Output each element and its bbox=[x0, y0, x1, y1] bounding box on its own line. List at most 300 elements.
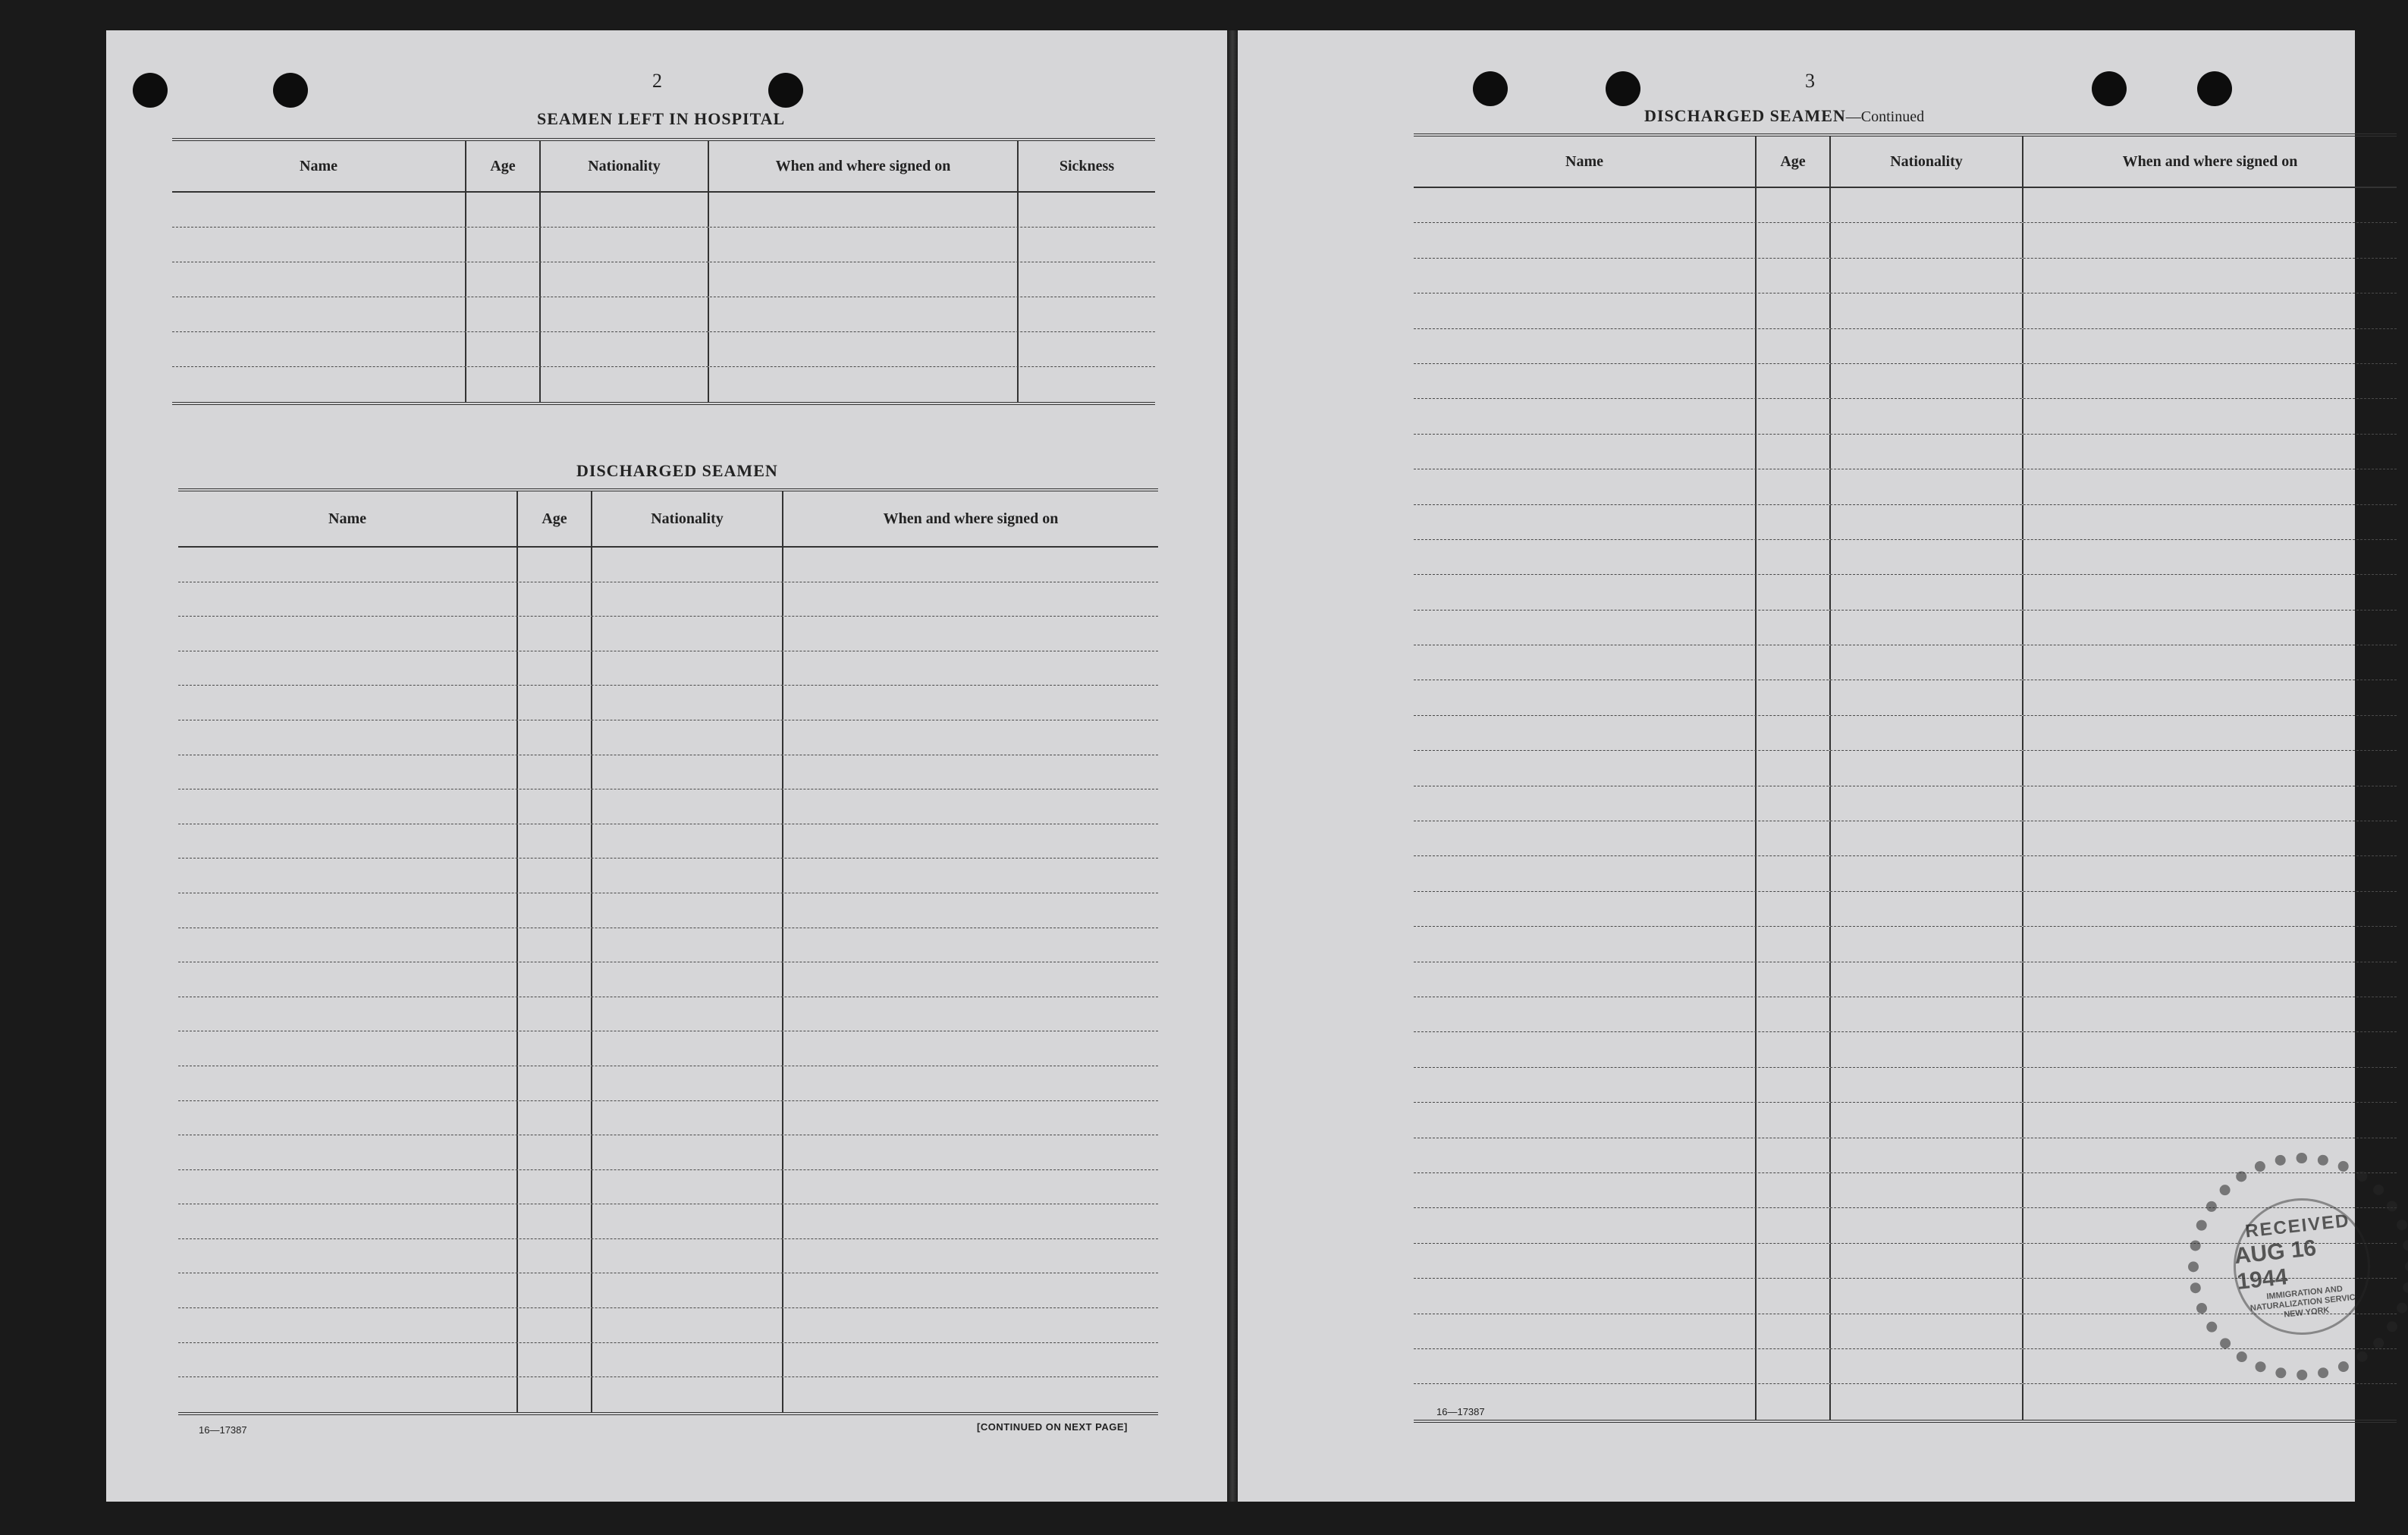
table-cell bbox=[1757, 1138, 1831, 1172]
column-header-signed-on: When and where signed on bbox=[883, 510, 1059, 527]
table-cell bbox=[178, 859, 518, 893]
table-cell bbox=[1414, 1279, 1757, 1313]
table-cell bbox=[1831, 1244, 2023, 1278]
table-cell bbox=[783, 582, 1158, 617]
table-cell bbox=[1757, 364, 1831, 398]
table-cell bbox=[1414, 469, 1757, 504]
table-cell bbox=[2023, 927, 2397, 961]
table-cell bbox=[783, 548, 1158, 582]
stamp-date: AUG 16 1944 bbox=[2233, 1235, 2318, 1295]
table-cell bbox=[1757, 575, 1831, 609]
table-row bbox=[1414, 751, 2397, 786]
table-cell bbox=[178, 962, 518, 997]
table-cell bbox=[1757, 1314, 1831, 1348]
table-row bbox=[1414, 505, 2397, 540]
table-cell bbox=[1831, 259, 2023, 293]
table-row bbox=[1414, 1384, 2397, 1419]
discharged-table bbox=[178, 488, 1158, 1415]
table-cell bbox=[1831, 364, 2023, 398]
column-header-name: Name bbox=[1414, 137, 1757, 187]
table-cell bbox=[783, 1273, 1158, 1307]
table-cell bbox=[1757, 962, 1831, 997]
table-cell bbox=[1757, 751, 1831, 785]
hospital-table-header bbox=[172, 141, 1155, 193]
table-cell bbox=[1757, 716, 1831, 750]
table-cell bbox=[2023, 435, 2397, 469]
punch-hole bbox=[768, 73, 803, 108]
table-cell bbox=[178, 582, 518, 617]
table-row bbox=[178, 1308, 1158, 1343]
table-cell bbox=[592, 582, 783, 617]
table-cell bbox=[1757, 892, 1831, 926]
table-cell bbox=[518, 859, 592, 893]
table-cell bbox=[1757, 540, 1831, 574]
table-row bbox=[178, 720, 1158, 755]
discharged-continued-title bbox=[1644, 106, 1924, 126]
table-row bbox=[178, 1101, 1158, 1136]
table-cell bbox=[1831, 751, 2023, 785]
table-cell bbox=[2023, 856, 2397, 890]
table-cell bbox=[518, 928, 592, 962]
table-cell bbox=[2023, 751, 2397, 785]
table-cell bbox=[1757, 399, 1831, 433]
table-row bbox=[1414, 927, 2397, 962]
table-cell bbox=[783, 962, 1158, 997]
table-cell bbox=[1757, 1208, 1831, 1242]
table-cell bbox=[1414, 399, 1757, 433]
table-cell bbox=[1757, 1068, 1831, 1102]
table-cell bbox=[2023, 575, 2397, 609]
table-cell bbox=[783, 1204, 1158, 1238]
table-cell bbox=[783, 1031, 1158, 1066]
table-cell bbox=[1831, 716, 2023, 750]
table-row bbox=[178, 582, 1158, 617]
punch-hole bbox=[2092, 71, 2127, 106]
table-cell bbox=[1757, 680, 1831, 714]
hospital-table bbox=[172, 138, 1155, 405]
page-number: 3 bbox=[1805, 70, 1815, 92]
table-row bbox=[1414, 1103, 2397, 1138]
table-cell bbox=[1414, 1244, 1757, 1278]
table-row bbox=[1414, 575, 2397, 610]
table-cell bbox=[1414, 259, 1757, 293]
table-cell bbox=[1414, 294, 1757, 328]
table-row bbox=[172, 367, 1155, 402]
table-cell bbox=[1757, 1349, 1831, 1383]
table-cell bbox=[2023, 294, 2397, 328]
table-cell bbox=[2023, 188, 2397, 222]
table-cell bbox=[1414, 821, 1757, 855]
column-header-sickness: Sickness bbox=[1059, 157, 1115, 174]
table-row bbox=[178, 962, 1158, 997]
table-row bbox=[1414, 892, 2397, 927]
table-cell bbox=[518, 651, 592, 686]
table-cell bbox=[1831, 856, 2023, 890]
table-cell bbox=[1831, 927, 2023, 961]
table-cell bbox=[1757, 821, 1831, 855]
table-cell bbox=[1414, 856, 1757, 890]
table-row bbox=[178, 824, 1158, 859]
table-cell bbox=[518, 617, 592, 651]
table-row bbox=[1414, 821, 2397, 856]
table-row bbox=[1414, 364, 2397, 399]
table-row bbox=[1414, 786, 2397, 821]
table-cell bbox=[1414, 1173, 1757, 1207]
hospital-section-title: SEAMEN LEFT IN HOSPITAL bbox=[537, 109, 786, 128]
table-row bbox=[178, 755, 1158, 790]
hospital-table-body bbox=[172, 193, 1155, 402]
table-cell bbox=[1414, 1032, 1757, 1066]
continued-note: [CONTINUED ON NEXT PAGE] bbox=[977, 1421, 1128, 1433]
table-cell bbox=[1414, 1068, 1757, 1102]
table-cell bbox=[2023, 1384, 2397, 1419]
table-cell bbox=[592, 1377, 783, 1412]
table-cell bbox=[1757, 856, 1831, 890]
table-cell bbox=[178, 1343, 518, 1377]
table-row bbox=[178, 1031, 1158, 1066]
table-cell bbox=[1831, 786, 2023, 821]
table-cell bbox=[783, 928, 1158, 962]
table-cell bbox=[518, 893, 592, 928]
table-cell bbox=[178, 617, 518, 651]
table-cell bbox=[783, 789, 1158, 824]
discharged-table-header bbox=[178, 491, 1158, 548]
table-cell bbox=[1831, 435, 2023, 469]
table-cell bbox=[1414, 611, 1757, 645]
table-cell bbox=[1831, 1279, 2023, 1313]
table-cell bbox=[1831, 1068, 2023, 1102]
table-cell bbox=[783, 651, 1158, 686]
table-cell bbox=[1831, 1138, 2023, 1172]
table-cell bbox=[1831, 1032, 2023, 1066]
table-cell bbox=[1414, 680, 1757, 714]
table-cell bbox=[1414, 223, 1757, 257]
table-row bbox=[178, 1066, 1158, 1101]
table-cell bbox=[1831, 1384, 2023, 1419]
table-cell bbox=[178, 1273, 518, 1307]
table-cell bbox=[783, 1308, 1158, 1342]
table-cell bbox=[592, 1066, 783, 1100]
table-cell bbox=[518, 720, 592, 755]
table-cell bbox=[1831, 997, 2023, 1031]
table-cell bbox=[783, 1135, 1158, 1169]
punch-hole bbox=[2197, 71, 2232, 106]
table-cell bbox=[1831, 329, 2023, 363]
table-cell bbox=[178, 893, 518, 928]
table-cell bbox=[2023, 716, 2397, 750]
table-row bbox=[178, 686, 1158, 720]
table-cell bbox=[592, 720, 783, 755]
table-cell bbox=[1414, 716, 1757, 750]
table-cell bbox=[1831, 469, 2023, 504]
discharged-section-title: DISCHARGED SEAMEN bbox=[576, 461, 778, 480]
table-cell bbox=[592, 755, 783, 789]
table-cell bbox=[592, 997, 783, 1031]
table-cell bbox=[178, 1170, 518, 1204]
table-cell bbox=[592, 824, 783, 859]
column-header-signed-on: When and where signed on bbox=[709, 141, 1019, 191]
table-cell bbox=[2023, 329, 2397, 363]
table-cell bbox=[592, 962, 783, 997]
table-cell bbox=[518, 1101, 592, 1135]
table-cell bbox=[1757, 611, 1831, 645]
table-cell bbox=[178, 1135, 518, 1169]
table-row bbox=[178, 548, 1158, 582]
table-cell bbox=[1831, 540, 2023, 574]
table-row bbox=[178, 617, 1158, 651]
table-row bbox=[1414, 611, 2397, 645]
table-cell bbox=[592, 548, 783, 582]
table-cell bbox=[783, 893, 1158, 928]
document-sheet bbox=[106, 30, 2362, 1502]
table-cell bbox=[592, 617, 783, 651]
table-cell bbox=[1414, 1314, 1757, 1348]
table-cell bbox=[518, 1031, 592, 1066]
table-cell bbox=[518, 1377, 592, 1412]
table-cell bbox=[592, 1239, 783, 1273]
column-header-nationality: Nationality bbox=[592, 491, 783, 546]
table-cell bbox=[1757, 188, 1831, 222]
table-cell bbox=[518, 1170, 592, 1204]
left-page bbox=[106, 30, 1227, 1502]
table-cell bbox=[178, 824, 518, 859]
table-row bbox=[1414, 188, 2397, 223]
table-row bbox=[1414, 856, 2397, 891]
table-row bbox=[172, 262, 1155, 297]
table-cell bbox=[1831, 399, 2023, 433]
table-cell bbox=[518, 1308, 592, 1342]
punch-hole bbox=[133, 73, 168, 108]
table-cell bbox=[1757, 1244, 1831, 1278]
table-cell bbox=[1831, 188, 2023, 222]
table-cell bbox=[1831, 1349, 2023, 1383]
table-row bbox=[178, 893, 1158, 928]
table-row bbox=[1414, 716, 2397, 751]
table-row bbox=[178, 1170, 1158, 1205]
table-cell bbox=[1831, 294, 2023, 328]
column-header-signed-on: When and where signed on bbox=[2122, 152, 2298, 170]
table-cell bbox=[783, 859, 1158, 893]
table-cell bbox=[1757, 435, 1831, 469]
table-cell bbox=[1414, 1208, 1757, 1242]
table-cell bbox=[592, 1101, 783, 1135]
table-cell bbox=[178, 997, 518, 1031]
form-number: 16—17387 bbox=[199, 1424, 247, 1436]
table-cell bbox=[1757, 1032, 1831, 1066]
table-cell bbox=[178, 720, 518, 755]
table-cell bbox=[178, 1239, 518, 1273]
table-cell bbox=[518, 548, 592, 582]
form-number: 16—17387 bbox=[1436, 1406, 1485, 1417]
table-cell bbox=[2023, 962, 2397, 997]
table-cell bbox=[2023, 1103, 2397, 1137]
table-cell bbox=[1414, 1103, 1757, 1137]
column-header-nationality: Nationality bbox=[541, 141, 709, 191]
table-cell bbox=[2023, 540, 2397, 574]
discharged-continued-title-main: DISCHARGED SEAMEN bbox=[1644, 106, 1846, 125]
table-cell bbox=[518, 824, 592, 859]
table-row bbox=[178, 928, 1158, 963]
table-cell bbox=[2023, 821, 2397, 855]
table-row bbox=[1414, 540, 2397, 575]
table-cell bbox=[1414, 645, 1757, 680]
discharged-continued-suffix: —Continued bbox=[1845, 108, 1925, 125]
table-cell bbox=[1757, 469, 1831, 504]
table-row bbox=[172, 193, 1155, 228]
table-row bbox=[178, 789, 1158, 824]
table-cell bbox=[1831, 575, 2023, 609]
table-row bbox=[1414, 223, 2397, 258]
table-cell bbox=[178, 789, 518, 824]
table-cell bbox=[1757, 294, 1831, 328]
table-cell bbox=[783, 1343, 1158, 1377]
table-cell bbox=[2023, 364, 2397, 398]
table-cell bbox=[1757, 1384, 1831, 1419]
table-cell bbox=[783, 1239, 1158, 1273]
table-cell bbox=[1831, 680, 2023, 714]
table-cell bbox=[1757, 1103, 1831, 1137]
stamp-agency: IMMIGRATION AND NATURALIZATION SERVICE NEW YORK bbox=[2249, 1284, 2362, 1320]
table-cell bbox=[783, 755, 1158, 789]
table-row bbox=[172, 228, 1155, 262]
table-cell bbox=[1831, 1208, 2023, 1242]
table-cell bbox=[1757, 927, 1831, 961]
table-row bbox=[1414, 1068, 2397, 1103]
table-row bbox=[178, 651, 1158, 686]
table-cell bbox=[178, 1031, 518, 1066]
table-cell bbox=[1414, 962, 1757, 997]
table-cell bbox=[2023, 645, 2397, 680]
table-cell bbox=[178, 1204, 518, 1238]
table-cell bbox=[1831, 892, 2023, 926]
table-row bbox=[1414, 680, 2397, 715]
table-cell bbox=[592, 893, 783, 928]
table-cell bbox=[2023, 1032, 2397, 1066]
table-cell bbox=[518, 1239, 592, 1273]
table-cell bbox=[1831, 1173, 2023, 1207]
table-cell bbox=[518, 755, 592, 789]
table-cell bbox=[518, 582, 592, 617]
table-cell bbox=[1757, 1279, 1831, 1313]
table-cell bbox=[518, 1343, 592, 1377]
table-cell bbox=[592, 651, 783, 686]
table-cell bbox=[2023, 469, 2397, 504]
table-cell bbox=[1414, 364, 1757, 398]
table-cell bbox=[1414, 927, 1757, 961]
table-row bbox=[172, 332, 1155, 367]
stamp-received-text: RECEIVED bbox=[2243, 1210, 2351, 1241]
table-row bbox=[1414, 962, 2397, 997]
table-cell bbox=[178, 1066, 518, 1100]
table-cell bbox=[783, 686, 1158, 720]
table-row bbox=[178, 1204, 1158, 1239]
table-cell bbox=[783, 1101, 1158, 1135]
table-row bbox=[178, 1135, 1158, 1170]
table-row bbox=[1414, 294, 2397, 328]
table-cell bbox=[2023, 611, 2397, 645]
discharged-table-body bbox=[178, 548, 1158, 1412]
table-cell bbox=[1414, 892, 1757, 926]
table-cell bbox=[592, 928, 783, 962]
table-cell bbox=[2023, 680, 2397, 714]
table-cell bbox=[783, 720, 1158, 755]
table-row bbox=[1414, 1032, 2397, 1067]
table-cell bbox=[1831, 611, 2023, 645]
table-cell bbox=[783, 1066, 1158, 1100]
punch-hole bbox=[273, 73, 308, 108]
table-cell bbox=[1414, 435, 1757, 469]
table-cell bbox=[178, 928, 518, 962]
column-header-age: Age bbox=[1757, 137, 1831, 187]
table-cell bbox=[1414, 505, 1757, 539]
column-header-age: Age bbox=[518, 491, 592, 546]
table-cell bbox=[592, 1031, 783, 1066]
table-cell bbox=[1831, 223, 2023, 257]
table-cell bbox=[1414, 188, 1757, 222]
table-cell bbox=[178, 1377, 518, 1412]
table-cell bbox=[2023, 997, 2397, 1031]
table-cell bbox=[518, 789, 592, 824]
table-cell bbox=[1414, 575, 1757, 609]
table-row bbox=[178, 1273, 1158, 1308]
table-cell bbox=[518, 962, 592, 997]
table-cell bbox=[592, 859, 783, 893]
table-cell bbox=[1831, 962, 2023, 997]
table-row bbox=[172, 297, 1155, 332]
table-row bbox=[178, 997, 1158, 1032]
column-header-name: Name bbox=[178, 491, 518, 546]
table-cell bbox=[1831, 505, 2023, 539]
table-cell bbox=[178, 548, 518, 582]
table-cell bbox=[178, 755, 518, 789]
table-cell bbox=[592, 1308, 783, 1342]
table-cell bbox=[178, 651, 518, 686]
table-cell bbox=[2023, 786, 2397, 821]
table-cell bbox=[592, 789, 783, 824]
table-cell bbox=[592, 1273, 783, 1307]
right-page bbox=[1238, 30, 2362, 1502]
table-cell bbox=[178, 1101, 518, 1135]
table-cell bbox=[2023, 223, 2397, 257]
table-cell bbox=[783, 617, 1158, 651]
table-row bbox=[1414, 645, 2397, 680]
page-number: 2 bbox=[652, 70, 662, 92]
table-row bbox=[178, 1343, 1158, 1378]
discharged-continued-table-header bbox=[1414, 137, 2397, 188]
received-stamp bbox=[2188, 1153, 2408, 1380]
table-cell bbox=[1757, 505, 1831, 539]
table-cell bbox=[1757, 223, 1831, 257]
table-cell bbox=[592, 1204, 783, 1238]
table-cell bbox=[1831, 821, 2023, 855]
table-cell bbox=[592, 1135, 783, 1169]
table-cell bbox=[783, 1170, 1158, 1204]
table-cell bbox=[1757, 997, 1831, 1031]
punch-hole bbox=[1606, 71, 1640, 106]
table-cell bbox=[1831, 1103, 2023, 1137]
table-cell bbox=[2023, 1068, 2397, 1102]
table-cell bbox=[592, 1170, 783, 1204]
table-row bbox=[1414, 399, 2397, 434]
table-cell bbox=[1414, 1349, 1757, 1383]
table-cell bbox=[1414, 997, 1757, 1031]
table-cell bbox=[1831, 1314, 2023, 1348]
table-cell bbox=[1757, 329, 1831, 363]
table-row bbox=[1414, 329, 2397, 364]
table-cell bbox=[518, 1273, 592, 1307]
table-cell bbox=[1757, 786, 1831, 821]
table-cell bbox=[178, 686, 518, 720]
